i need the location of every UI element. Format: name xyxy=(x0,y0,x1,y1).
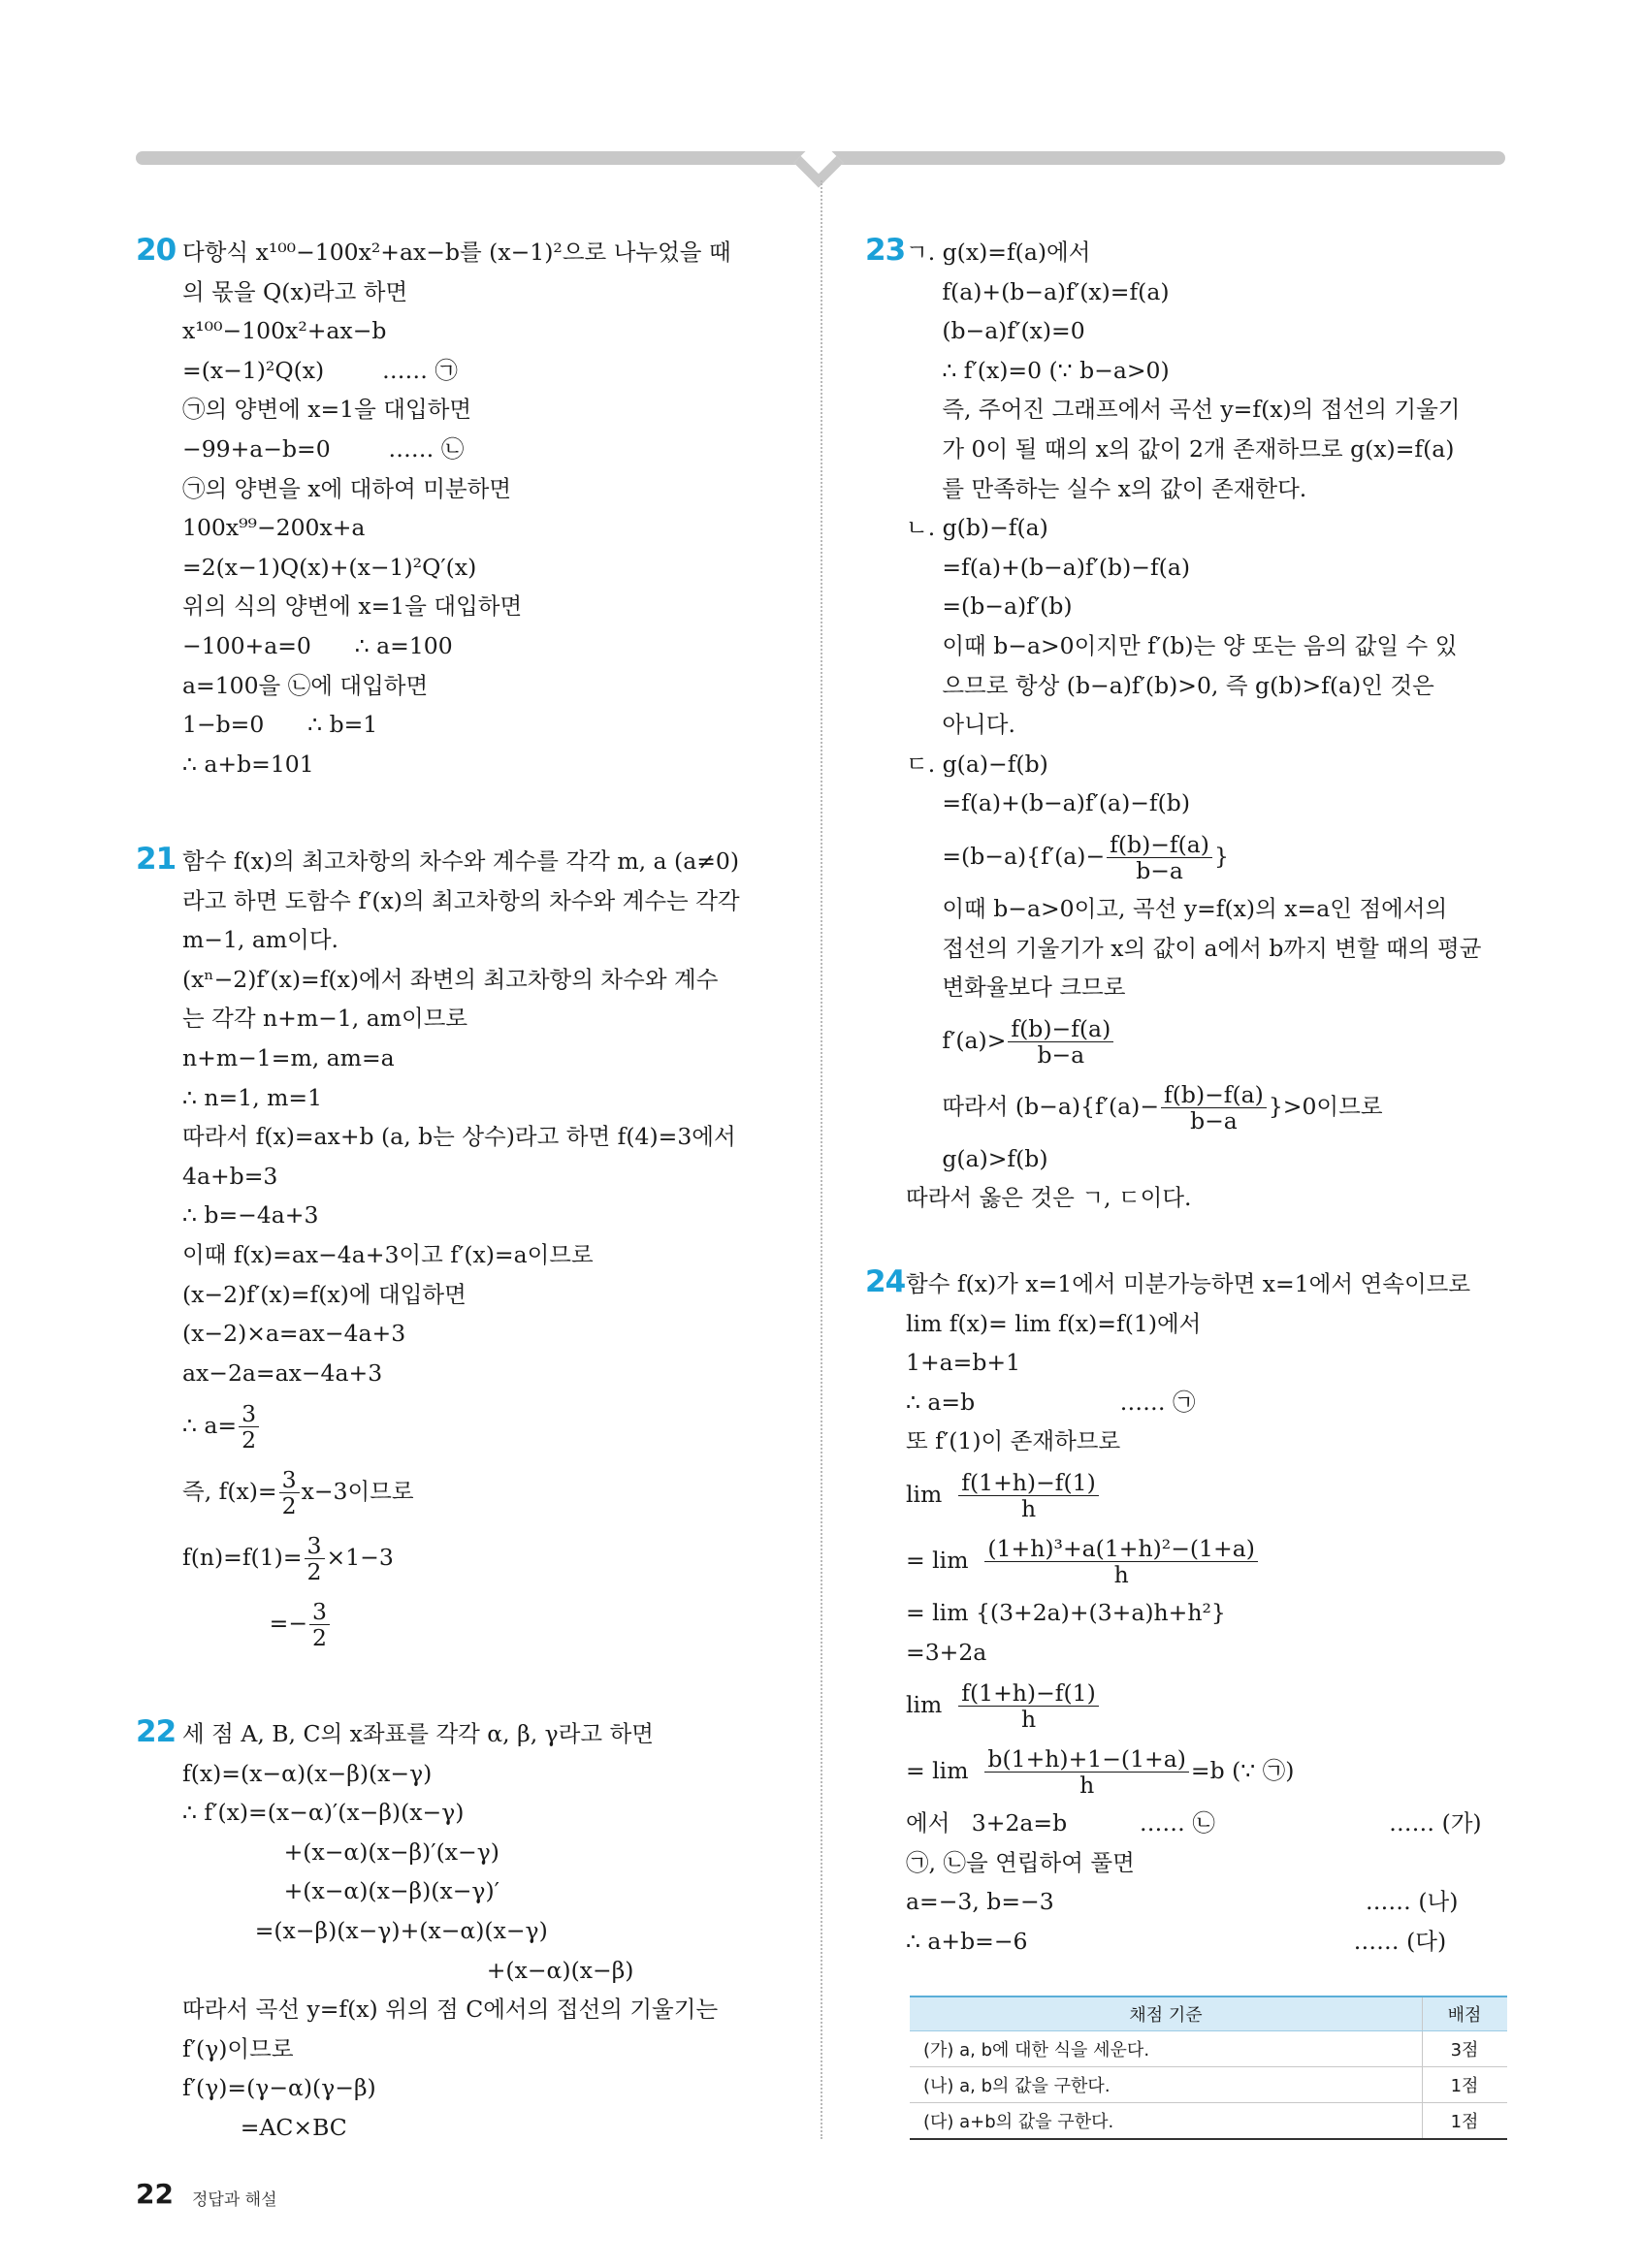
solution-line: 4a+b=3 xyxy=(182,1162,278,1190)
fraction-denominator: h xyxy=(1020,1706,1037,1734)
problem-23 xyxy=(865,233,1505,1218)
fraction-denominator: h xyxy=(1113,1560,1129,1588)
solution-line: ∴ a+b=101 xyxy=(182,750,314,778)
fraction-denominator: 2 xyxy=(312,1624,327,1652)
expr-pre: lim xyxy=(906,1691,957,1719)
solution-line: a=100을 ㉡에 대입하면 xyxy=(182,671,429,699)
solution-line: +(x−α)(x−β)′(x−γ) xyxy=(182,1837,499,1866)
solution-line: =f(a)+(b−a)f′(a)−f(b) xyxy=(906,789,1191,817)
solution-line: ㄴ. g(b)−f(a) xyxy=(906,514,1048,542)
fraction-denominator: b−a xyxy=(1037,1040,1085,1069)
problem-body xyxy=(136,842,786,1656)
fraction-line xyxy=(182,1590,786,1656)
fraction-line xyxy=(182,1524,786,1590)
grading-criteria-cell: (나) a, b의 값을 구한다. xyxy=(910,2067,1423,2103)
top-divider-notch xyxy=(794,139,844,188)
solution-line: 1−b=0 ∴ b=1 xyxy=(182,711,378,739)
solution-line: g(a)>f(b) xyxy=(906,1144,1048,1172)
grading-points-cell: 1점 xyxy=(1423,2067,1508,2103)
expr-post: ×1−3 xyxy=(326,1544,394,1572)
expr-pre: 따라서 (b−a){f′(a)− xyxy=(906,1092,1160,1120)
solution-line: =(x−β)(x−γ)+(x−α)(x−γ) xyxy=(182,1916,548,1944)
solution-line: +(x−α)(x−β)(x−γ)′ xyxy=(182,1877,499,1905)
fraction xyxy=(958,1680,1099,1732)
fraction-denominator: h xyxy=(1079,1772,1095,1800)
column-divider xyxy=(821,180,822,2139)
solution-line: =f(a)+(b−a)f′(b)−f(a) xyxy=(906,553,1191,581)
fraction-denominator: 2 xyxy=(241,1426,257,1454)
solution-line: f′(γ)=(γ−α)(γ−β) xyxy=(182,2074,376,2102)
fraction-numerator: f(1+h)−f(1) xyxy=(958,1680,1099,1707)
problem-number: 20 xyxy=(136,233,177,268)
solution-line: m−1, am이다. xyxy=(182,926,339,954)
fraction-line xyxy=(906,1073,1505,1139)
solution-line: 따라서 옳은 것은 ㄱ, ㄷ이다. xyxy=(906,1184,1192,1212)
solution-line: 으므로 항상 (b−a)f′(b)>0, 즉 g(b)>f(a)인 것은 xyxy=(906,671,1434,699)
fraction-denominator: 2 xyxy=(281,1492,297,1520)
fraction xyxy=(1161,1082,1267,1134)
fraction-denominator: b−a xyxy=(1190,1106,1238,1134)
solution-line: 또 f′(1)이 존재하므로 xyxy=(906,1427,1121,1455)
problem-20 xyxy=(136,233,786,783)
grading-table xyxy=(910,1996,1507,2140)
fraction-numerator: f(b)−f(a) xyxy=(1107,832,1212,858)
solution-line: 이때 f(x)=ax−4a+3이고 f′(x)=a이므로 xyxy=(182,1240,594,1268)
expr-post: } xyxy=(1213,842,1229,870)
solution-line: 이때 b−a>0이지만 f′(b)는 양 또는 음의 값일 수 있 xyxy=(906,631,1458,659)
fraction xyxy=(1107,832,1212,883)
fraction-line xyxy=(906,1007,1505,1073)
fraction-numerator: 3 xyxy=(239,1401,259,1427)
expr-pre: f′(a)> xyxy=(906,1026,1007,1054)
expr-post: =b (∵ ㉠) xyxy=(1190,1757,1295,1785)
solution-line: 따라서 곡선 y=f(x) 위의 점 C에서의 접선의 기울기는 xyxy=(182,1996,719,2024)
solution-line: ax−2a=ax−4a+3 xyxy=(182,1358,383,1387)
table-row xyxy=(910,2103,1507,2140)
problem-24 xyxy=(865,1264,1505,1962)
problem-number: 24 xyxy=(865,1264,906,1299)
solution-line: =2(x−1)Q(x)+(x−1)²Q′(x) xyxy=(182,553,477,581)
fraction xyxy=(309,1599,330,1650)
solution-line: =(b−a)f′(b) xyxy=(906,592,1073,621)
fraction xyxy=(958,1470,1099,1521)
fraction-numerator: (1+h)³+a(1+h)²−(1+a) xyxy=(984,1536,1257,1562)
expr-pre: = lim xyxy=(906,1546,983,1574)
grading-criteria-cell: (가) a, b에 대한 식을 세운다. xyxy=(910,2031,1423,2067)
expr-pre: =− xyxy=(182,1610,308,1638)
grading-header-row xyxy=(910,1996,1507,2031)
solution-line: x¹⁰⁰−100x²+ax−b xyxy=(182,317,387,345)
expr-pre: lim xyxy=(906,1480,957,1508)
solution-line: (b−a)f′(x)=0 xyxy=(906,317,1085,345)
solution-line: 이때 b−a>0이고, 곡선 y=f(x)의 x=a인 점에서의 xyxy=(906,894,1448,922)
expr-post: }>0이므로 xyxy=(1268,1092,1383,1120)
solution-line: f′(γ)이므로 xyxy=(182,2034,294,2062)
fraction-line xyxy=(906,1738,1505,1804)
solution-line: 다항식 x¹⁰⁰−100x²+ax−b를 (x−1)²으로 나누었을 때 xyxy=(182,239,731,266)
solution-line: lim f(x)= lim f(x)=f(1)에서 xyxy=(906,1309,1202,1337)
solution-line: 아니다. xyxy=(906,711,1015,739)
right-column xyxy=(865,233,1505,1955)
grading-points-cell: 3점 xyxy=(1423,2031,1508,2067)
table-row xyxy=(910,2031,1507,2067)
solution-line: −99+a−b=0 …… ㉡ xyxy=(182,434,465,463)
solution-line: ∴ a+b=−6 …… (다) xyxy=(906,1927,1447,1955)
fraction-line xyxy=(906,1527,1505,1593)
solution-line: a=−3, b=−3 …… (나) xyxy=(906,1888,1459,1916)
fraction-numerator: 3 xyxy=(305,1533,325,1559)
expr-post: x−3이므로 xyxy=(301,1478,414,1506)
table-row xyxy=(910,2067,1507,2103)
solution-line: ∴ f′(x)=(x−α)′(x−β)(x−γ) xyxy=(182,1799,465,1827)
fraction-numerator: b(1+h)+1−(1+a) xyxy=(984,1746,1188,1773)
solution-line: f(x)=(x−α)(x−β)(x−γ) xyxy=(182,1759,433,1787)
problem-number: 22 xyxy=(136,1714,177,1749)
solution-line: 라고 하면 도함수 f′(x)의 최고차항의 차수와 계수는 각각 xyxy=(182,886,740,914)
solution-line: −100+a=0 ∴ a=100 xyxy=(182,631,453,659)
solution-line: =(x−1)²Q(x) …… ㉠ xyxy=(182,356,458,384)
fraction-line xyxy=(906,1672,1505,1738)
solution-line: (xⁿ−2)f′(x)=f(x)에서 좌변의 최고차항의 차수와 계수 xyxy=(182,965,719,993)
solution-line: =3+2a xyxy=(906,1638,987,1666)
solution-line: 1+a=b+1 xyxy=(906,1349,1021,1377)
expr-pre: =(b−a){f′(a)− xyxy=(906,842,1106,870)
problem-body xyxy=(865,1264,1505,1962)
fraction-line xyxy=(182,1458,786,1524)
solution-line: n+m−1=m, am=a xyxy=(182,1043,395,1071)
fraction-numerator: f(b)−f(a) xyxy=(1008,1016,1113,1042)
fraction-line xyxy=(906,823,1505,889)
solution-line: ∴ n=1, m=1 xyxy=(182,1083,323,1111)
solution-line: ㉠의 양변에 x=1을 대입하면 xyxy=(182,396,472,424)
grading-points-cell: 1점 xyxy=(1423,2103,1508,2140)
solution-line: 변화율보다 크므로 xyxy=(906,974,1126,1002)
fraction xyxy=(984,1536,1257,1587)
solution-line: 함수 f(x)의 최고차항의 차수와 계수를 각각 m, a (a≠0) xyxy=(182,847,740,875)
solution-line: ∴ f′(x)=0 (∵ b−a>0) xyxy=(906,356,1170,384)
fraction xyxy=(239,1401,259,1453)
fraction-line xyxy=(906,1461,1505,1527)
problem-body xyxy=(136,233,786,783)
fraction-numerator: f(b)−f(a) xyxy=(1161,1082,1267,1108)
fraction-denominator: h xyxy=(1020,1494,1037,1522)
solution-line: = lim {(3+2a)+(3+a)h+h²} xyxy=(906,1598,1226,1626)
fraction xyxy=(279,1467,300,1518)
expr-pre: f(n)=f(1)= xyxy=(182,1544,303,1572)
fraction-denominator: 2 xyxy=(306,1558,322,1586)
solution-line: ㄱ. g(x)=f(a)에서 xyxy=(906,239,1091,266)
solution-line: 가 0이 될 때의 x의 값이 2개 존재하므로 g(x)=f(a) xyxy=(906,434,1455,463)
solution-line: 는 각각 n+m−1, am이므로 xyxy=(182,1005,468,1033)
page-label: 정답과 해설 xyxy=(192,2190,277,2210)
problem-body xyxy=(865,233,1505,1218)
grading-header-criteria: 채점 기준 xyxy=(910,1996,1423,2031)
solution-line: 의 몫을 Q(x)라고 하면 xyxy=(182,277,408,305)
problem-22 xyxy=(136,1714,786,2148)
solution-line: (x−2)f′(x)=f(x)에 대입하면 xyxy=(182,1280,467,1308)
solution-line: 위의 식의 양변에 x=1을 대입하면 xyxy=(182,592,523,621)
solution-line: (x−2)×a=ax−4a+3 xyxy=(182,1320,406,1348)
solution-line: ∴ a=b …… ㉠ xyxy=(906,1388,1196,1416)
grading-header-points: 배점 xyxy=(1423,1996,1508,2031)
solution-line: 100x⁹⁹−200x+a xyxy=(182,514,366,542)
solution-line: ㉠, ㉡을 연립하여 풀면 xyxy=(906,1848,1135,1876)
solution-line: 즉, 주어진 그래프에서 곡선 y=f(x)의 접선의 기울기 xyxy=(906,396,1461,424)
solution-line: 접선의 기울기가 x의 값이 a에서 b까지 변할 때의 평균 xyxy=(906,934,1482,962)
fraction-line xyxy=(182,1392,786,1458)
fraction-numerator: f(1+h)−f(1) xyxy=(958,1470,1099,1496)
solution-line: =AC×BC xyxy=(182,2113,347,2141)
problem-number: 23 xyxy=(865,233,906,268)
solution-line: f(a)+(b−a)f′(x)=f(a) xyxy=(906,277,1170,305)
solution-line: ∴ b=−4a+3 xyxy=(182,1201,319,1230)
problem-21 xyxy=(136,842,786,1656)
solution-line: ㄷ. g(a)−f(b) xyxy=(906,750,1048,778)
problem-body xyxy=(136,1714,786,2148)
solution-line: 따라서 f(x)=ax+b (a, b는 상수)라고 하면 f(4)=3에서 xyxy=(182,1123,736,1151)
expr-pre: 즉, f(x)= xyxy=(182,1478,277,1506)
fraction-denominator: b−a xyxy=(1136,856,1183,884)
solution-line: 함수 f(x)가 x=1에서 미분가능하면 x=1에서 연속이므로 xyxy=(906,1270,1471,1297)
grading-criteria-cell: (다) a+b의 값을 구한다. xyxy=(910,2103,1423,2140)
fraction xyxy=(305,1533,325,1584)
problem-number: 21 xyxy=(136,842,177,877)
fraction-numerator: 3 xyxy=(279,1467,300,1493)
fraction xyxy=(1008,1016,1113,1068)
solution-line: +(x−α)(x−β) xyxy=(182,1956,634,1984)
fraction-numerator: 3 xyxy=(309,1599,330,1625)
solution-line: ㉠의 양변을 x에 대하여 미분하면 xyxy=(182,474,512,502)
solution-line: 에서 3+2a=b …… ㉡ …… (가) xyxy=(906,1809,1482,1837)
expr-pre: ∴ a= xyxy=(182,1412,238,1440)
left-column xyxy=(136,233,786,2141)
fraction xyxy=(984,1746,1188,1798)
expr-pre: = lim xyxy=(906,1757,983,1785)
page-number: 22 xyxy=(136,2178,174,2210)
solution-line: 를 만족하는 실수 x의 값이 존재한다. xyxy=(906,474,1307,502)
solution-line: 세 점 A, B, C의 x좌표를 각각 α, β, γ라고 하면 xyxy=(182,1720,654,1747)
